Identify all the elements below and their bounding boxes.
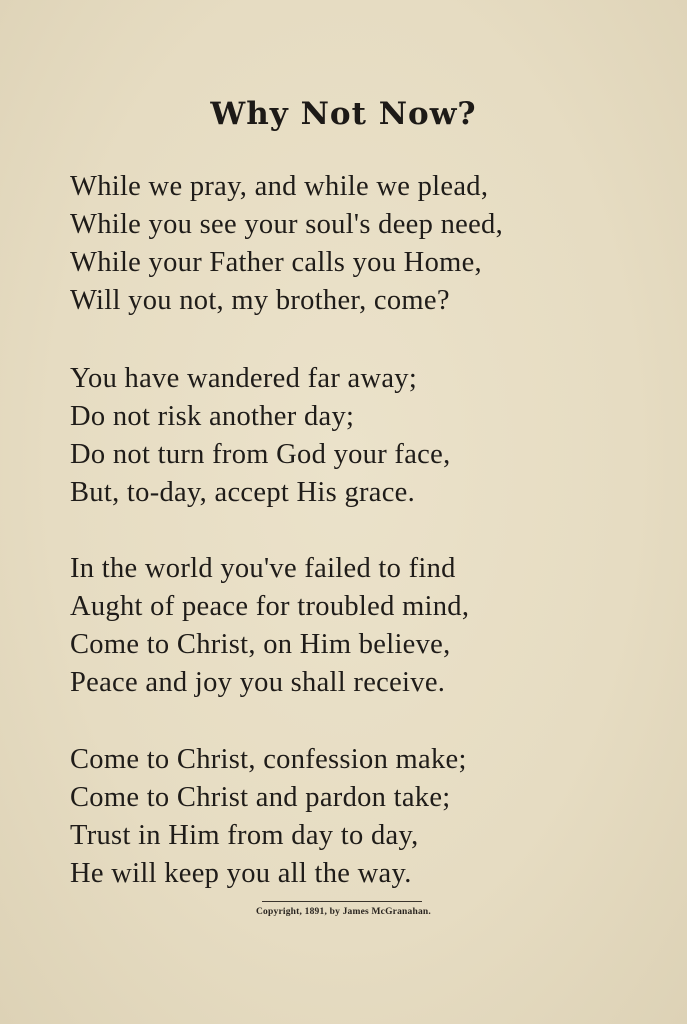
stanza-2: [70, 360, 670, 512]
stanza-line: You have wandered far away;: [70, 363, 418, 394]
stanza-4: [70, 741, 670, 893]
stanza-line: He will keep you all the way.: [70, 858, 412, 889]
stanza-3: [70, 550, 670, 702]
stanza-line: While we pray, and while we plead,: [70, 171, 489, 202]
stanza-line: Come to Christ and pardon take;: [70, 782, 451, 813]
stanza-line: In the world you've failed to find: [70, 553, 456, 584]
poem-title: Why Not Now?: [210, 96, 477, 132]
copyright-notice: Copyright, 1891, by James McGranahan.: [256, 907, 431, 917]
stanza-line: Peace and joy you shall receive.: [70, 667, 446, 698]
stanza-line: Come to Christ, confession make;: [70, 744, 467, 775]
stanza-line: Do not risk another day;: [70, 401, 355, 432]
stanza-line: Come to Christ, on Him believe,: [70, 629, 451, 660]
stanza-1: [70, 168, 670, 320]
divider-rule: [262, 901, 422, 902]
stanza-line: Aught of peace for troubled mind,: [70, 591, 470, 622]
stanza-line: While you see your soul's deep need,: [70, 209, 504, 240]
stanza-line: While your Father calls you Home,: [70, 247, 482, 278]
stanza-line: Do not turn from God your face,: [70, 439, 451, 470]
stanza-line: Will you not, my brother, come?: [70, 285, 450, 316]
stanza-line: But, to-day, accept His grace.: [70, 477, 416, 508]
stanza-line: Trust in Him from day to day,: [70, 820, 419, 851]
